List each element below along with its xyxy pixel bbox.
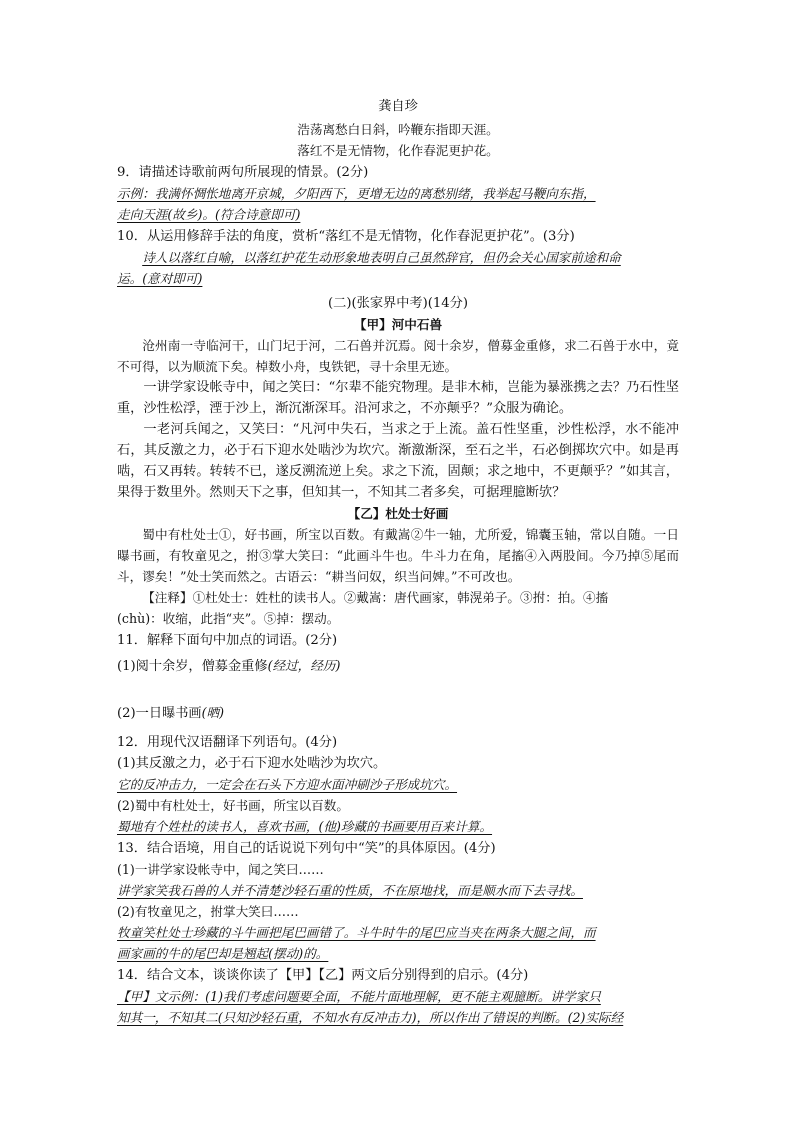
question-9: 9．请描述诗歌前两句所展现的情景。(2分) xyxy=(117,165,369,180)
answer-12-item-1: 它的反冲击力，一定会在石头下方迎水面冲刷沙子形成坑穴。 xyxy=(117,777,458,792)
poem-line-1: 浩荡离愁白日斜，吟鞭东指即天涯。 xyxy=(297,122,499,137)
answer-14-line-1: 【甲】文示例：(1)我们考虑问题要全面，不能片面地理解，更不能主观臆断。讲学家只 xyxy=(117,989,601,1004)
question-11-item-1 xyxy=(117,655,679,677)
passage-yi-paragraph: 蜀中有杜处士①，好书画，所宝以百数。有戴嵩②牛一轴，尤所爱，锦囊玉轴，常以自随。一日曝书画，有牧童见之，拊③掌大笑曰：“此画斗牛也。牛斗力在角，尾搐④入两股间。今乃掉⑤尾而斗，谬矣！”处士笑而然之。古语云：“耕当问奴，织当问婢。”不可改也。 xyxy=(117,527,679,584)
answer-14-line-2: 知其一，不知其二(只知沙轻石重，不知水有反冲击力)，所以作出了错误的判断。(2)实际经 xyxy=(117,1010,624,1025)
answer-13-item-1: 讲学家笑我石兽的人并不清楚沙轻石重的性质，不在原地找，而是顺水而下去寻找。 xyxy=(117,883,583,898)
question-11: 11．解释下面句中加点的词语。(2分) xyxy=(117,633,338,648)
question-14: 14．结合文本，谈谈你读了【甲】【乙】两文后分别得到的启示。(4分) xyxy=(117,968,529,983)
answer-13-item-2-line-2: 画家画的牛的尾巴却是翘起(摆动)的。 xyxy=(117,946,329,961)
question-12: 12．用现代汉语翻译下列语句。(4分) xyxy=(117,735,338,750)
passage-jia-paragraph-2: 一讲学家设帐寺中，闻之笑曰：“尔辈不能究物理。是非木柿，岂能为暴涨携之去？乃石性坚重，沙性松浮，湮于沙上，渐沉渐深耳。沿河求之，不亦颠乎？”众服为确论。 xyxy=(117,380,679,416)
question-10: 10．从运用修辞手法的角度，赏析“落红不是无情物，化作春泥更护花”。(3分) xyxy=(117,229,575,244)
question-13: 13．结合语境，用自己的话说说下列句中“笑”的具体原因。(4分) xyxy=(117,841,496,856)
answer-10-line-2: 运。(意对即可) xyxy=(117,271,203,286)
answer-12-item-2: 蜀地有个姓杜的读书人，喜欢书画，(他)珍藏的书画要用百来计算。 xyxy=(117,819,493,834)
answer-9-line-2: 走向天涯(故乡)。(符合诗意即可) xyxy=(117,207,301,222)
question-11-item-2 xyxy=(117,702,679,724)
question-11-item-2-answer: (晒) xyxy=(201,705,225,720)
answer-13-item-2-line-1: 牧童笑杜处士珍藏的斗牛画把尾巴画错了。斗牛时牛的尾巴应当夹在两条大腿之间，而 xyxy=(117,925,596,940)
passage-jia-paragraph-3: 一老河兵闻之，又笑曰：“凡河中失石，当求之于上流。盖石性坚重，沙性松浮，水不能冲石，其反激之力，必于石下迎水处啮沙为坎穴。渐激渐深，至石之半，石必倒掷坎穴中。如是再啮，石又再转。转转不已，遂反溯流逆上矣。求之下流，固颠；求之地中，不更颠乎？”如其言，果得于数里外。然则天下之事，但知其一，不知其二者多矣，可据理臆断欤？ xyxy=(117,422,679,500)
section-2-title: (二)(张家界中考)(14分) xyxy=(328,296,468,311)
poem-line-2: 落红不是无情物，化作春泥更护花。 xyxy=(297,143,499,158)
question-12-item-2: (2)蜀中有杜处士，好书画，所宝以百数。 xyxy=(117,798,349,813)
passage-jia-title: 【甲】河中石兽 xyxy=(353,317,443,332)
poem-author: 龚自珍 xyxy=(378,99,418,114)
document-page xyxy=(117,96,679,1028)
answer-9-line-1: 示例：我满怀惆怅地离开京城，夕阳西下，更增无边的离愁别绪，我举起马鞭向东指， xyxy=(117,186,596,201)
question-12-item-1: (1)其反激之力，必于石下迎水处啮沙为坎穴。 xyxy=(117,756,387,771)
question-13-item-1: (1)一讲学家设帐寺中，闻之笑曰…… xyxy=(117,862,324,877)
answer-10-line-1: 诗人以落红自喻，以落红护花生动形象地表明自己虽然辞官，但仍会关心国家前途和命 xyxy=(142,250,621,265)
question-13-item-2: (2)有牧童见之，拊掌大笑曰…… xyxy=(117,904,299,919)
passage-notes-line-2: (chù)：收缩，此指“夹”。⑤掉：摆动。 xyxy=(117,611,340,626)
passage-notes-line-1: 【注释】①杜处士：姓杜的读书人。②戴嵩：唐代画家，韩滉弟子。③拊：拍。④搐 xyxy=(142,590,609,605)
question-11-item-1-answer: (经过，经历) xyxy=(267,658,341,673)
passage-yi-title: 【乙】杜处士好画 xyxy=(347,506,449,521)
passage-jia-paragraph-1: 沧州南一寺临河干，山门圮于河，二石兽并沉焉。阅十余岁，僧募金重修，求二石兽于水中，竟不可得，以为顺流下矣。棹数小舟，曳铁钯，寻十余里无迹。 xyxy=(117,338,679,374)
question-11-item-2-text: (2)一日曝书画 xyxy=(117,706,202,721)
question-11-item-1-text: (1)阅十余岁，僧募金重修 xyxy=(117,659,268,674)
